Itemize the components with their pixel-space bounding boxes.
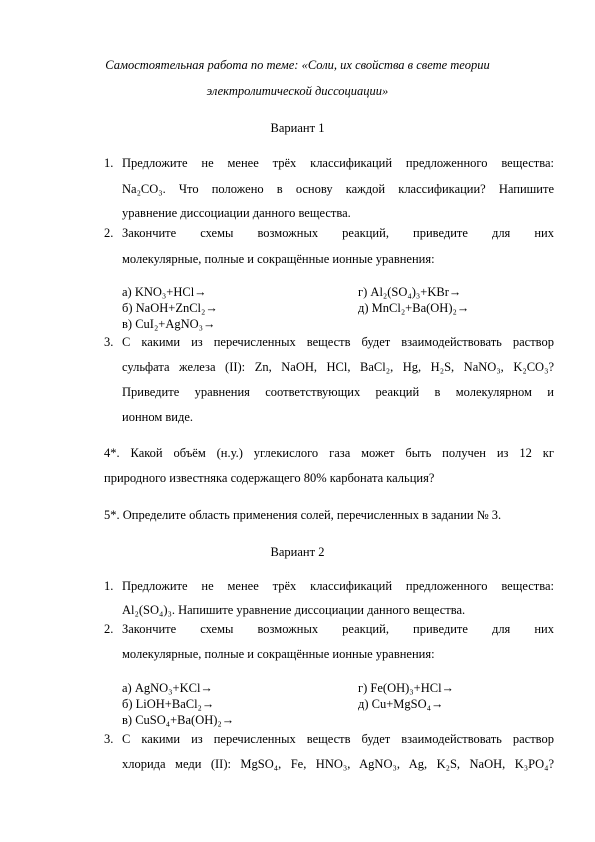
v2-reaction-a: а) AgNO₃+KCl→: [122, 681, 213, 695]
document-title-line-2: электролитической диссоциации»: [206, 84, 389, 98]
v1-task-2-line-2: молекулярные, полные и сокращённые ионные уравнения:: [122, 252, 435, 266]
v1-task-2-line-1: Закончите схемы возможных реакций, приведите для них: [122, 226, 554, 240]
v1-task-1-line-1: Предложите не менее трёх классификаций предложенного вещества:: [122, 156, 554, 170]
v2-task-3-line-1: С какими из перечисленных веществ будет взаимодействовать раствор: [122, 732, 554, 746]
v1-task-3-line-3: Приведите уравнения соответствующих реакций в молекулярном и: [122, 385, 554, 399]
v1-reaction-b: б) NaOH+ZnCl₂→: [122, 301, 218, 315]
v1-reaction-g: г) Al₂(SO₄)₃+KBr→: [358, 285, 462, 299]
v2-reaction-b: б) LiOH+BaCl₂→: [122, 697, 215, 711]
v2-task-2-number: 2.: [104, 622, 114, 636]
v1-task-3-line-1: С какими из перечисленных веществ будет взаимодействовать раствор: [122, 335, 554, 349]
v1-task-4-line-2: природного известняка содержащего 80% карбоната кальция?: [104, 471, 435, 485]
v2-reaction-v: в) CuSO₄+Ba(OH)₂→: [122, 713, 235, 727]
variant-2-heading: Вариант 2: [270, 545, 325, 559]
v1-reaction-d: д) MnCl₂+Ba(OH)₂→: [358, 301, 470, 315]
v2-reaction-g: г) Fe(OH)₃+HCl→: [358, 681, 455, 695]
v2-task-3-line-2: хлорида меди (II): MgSO₄, Fe, HNO₃, AgNO₃, Ag, K₂S, NaOH, K₃PO₄?: [122, 757, 554, 771]
variant-1-heading: Вариант 1: [270, 121, 325, 135]
v1-task-1-line-2: [122, 182, 554, 197]
v1-task-1-number: 1.: [104, 156, 114, 170]
v2-task-3-number: 3.: [104, 732, 114, 746]
v2-task-2-line-2: молекулярные, полные и сокращённые ионные уравнения:: [122, 647, 435, 661]
v1-task-3-number: 3.: [104, 335, 114, 349]
v2-task-2-line-1: Закончите схемы возможных реакций, приведите для них: [122, 622, 554, 636]
v1-task-5-line-1: 5*. Определите область применения солей, перечисленных в задании № 3.: [104, 508, 502, 522]
v1-task-3-line-2: сульфата железа (II): Zn, NaOH, HCl, BaCl₂, Hg, H₂S, NaNO₃, K₂CO₃?: [122, 360, 554, 374]
v1-task-4-line-1: 4*. Какой объём (н.у.) углекислого газа может быть получен из 12 кг: [104, 446, 554, 460]
v2-reaction-d: д) Cu+MgSO₄→: [358, 697, 444, 711]
document-title-line-1: Самостоятельная работа по теме: «Соли, их свойства в свете теории: [105, 58, 490, 72]
v1-task-1-line-3: уравнение диссоциации данного вещества.: [122, 206, 351, 220]
v2-task-1-line-2: Al₂(SO₄)₃. Напишите уравнение диссоциации данного вещества.: [122, 603, 466, 617]
v1-reaction-a: а) KNO₃+HCl→: [122, 285, 207, 299]
v1-task-1-formula: Na₂CO₃.: [122, 182, 166, 196]
v2-task-1-number: 1.: [104, 579, 114, 593]
v1-task-3-line-4: ионном виде.: [122, 410, 193, 424]
v1-reaction-v: в) CuI₂+AgNO₃→: [122, 317, 216, 331]
v1-task-2-number: 2.: [104, 226, 114, 240]
v1-task-1-line-2-rest: Что положено в основу каждой классификации? Напишите: [165, 182, 554, 196]
v2-task-1-line-1: Предложите не менее трёх классификаций предложенного вещества:: [122, 579, 554, 593]
